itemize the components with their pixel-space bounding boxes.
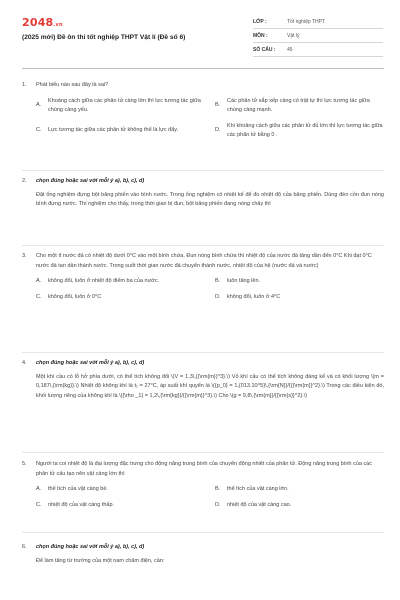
logo-text: 2048 xyxy=(22,16,54,29)
question-3 xyxy=(22,252,384,302)
option-a[interactable] xyxy=(36,97,205,116)
header-divider xyxy=(22,68,384,69)
option-letter: B. xyxy=(215,278,221,284)
option-text: Lực tương tác giữa các phân tử không thể là lực đẩy. xyxy=(48,127,179,134)
question-number: 1. xyxy=(22,82,27,88)
site-logo[interactable] xyxy=(22,16,63,29)
question-2 xyxy=(22,177,384,210)
meta-key: SỐ CÂU : xyxy=(253,46,276,53)
option-letter: D. xyxy=(215,293,221,300)
question-stem: Người ta coi nhiệt độ là đại lượng đặc trưng cho động năng trung bình của chuyển động nhiệt của phân tử. Động năng trung bình của các phân tử cấu tạo nên vật càng lớn thì xyxy=(36,461,372,477)
option-letter: A. xyxy=(36,278,42,284)
answer-options xyxy=(36,277,384,302)
question-divider xyxy=(22,245,384,246)
question-stem: Cho một ít nước đá có nhiệt độ dưới 0°C vào một bình chứa. Đun nóng bình chứa thì nhiệt độ của nước đá tăng dần đến 0°C Khi đạt 0°C nước đá tan dần thành nước. Trong suốt thời gian nước đá chuyển thành nước, nhiệt độ của hệ (nước đá và nước) xyxy=(36,253,372,269)
option-letter: C. xyxy=(36,293,42,300)
question-divider xyxy=(22,170,384,171)
meta-key: LỚP : xyxy=(253,18,267,25)
option-text: luôn tăng lên. xyxy=(227,278,261,284)
option-letter: B. xyxy=(215,486,221,492)
option-text: nhiệt độ của vật càng thấp. xyxy=(48,501,115,508)
question-6 xyxy=(22,543,384,566)
question-number: 6. xyxy=(22,544,27,550)
option-c[interactable] xyxy=(36,293,205,303)
option-b[interactable] xyxy=(215,97,384,116)
question-number: 4. xyxy=(22,360,27,366)
meta-row-count xyxy=(253,43,383,57)
question-stem: chọn đúng hoặc sai với mỗi ý a), b), c), d) xyxy=(36,360,145,366)
option-letter: D. xyxy=(215,127,221,134)
option-b[interactable] xyxy=(215,485,384,495)
option-letter: C. xyxy=(36,127,42,134)
question-stem: chọn đúng hoặc sai với mỗi ý a), b), c), d) xyxy=(36,178,145,184)
question-body: Đặt ống nghiệm đựng bột băng phiến vào bình nước. Trong ống nghiệm có nhiệt kế để đo nhiệt độ của băng phiến. Dùng đèn cồn đun nóng bình đựng nước. Thí nghiệm cho thấy, trong thời gian bị đun, bột băng phiến đang nóng chảy thì xyxy=(36,191,384,207)
question-body: Một khí cầu có lỗ hở phía dưới, có thể tích không đổi \(V = 1,3\,{(\rm{m})^3}.\) Vỏ khí cầu có thể tích không đáng kể và có khối lượng \(m = 0,187\,{\rm{kg}}.\) Nhiệt độ không khí là t₁ = 27°C, áp suất khí quyển là \({p_0} = 1,{013.10^5}\,{\rm{N}}/{{(\rm{m}}^2}.\) Trong các điều kiện đó, khối lượng riêng của không khí là \({\rho _1} = 1,2\,{\rm{kg}}/{{\rm{m}}^3}.\) Cho \(g = 9,8\,{\rm{m}}/{{\rm{s}}^2}.\) xyxy=(36,373,384,399)
option-text: Khi khoảng cách giữa các phân tử đủ lớn thì lực tương tác giữa các phân tử bằng 0 . xyxy=(227,122,383,138)
meta-row-subject xyxy=(253,29,383,43)
option-letter: A. xyxy=(36,102,42,109)
option-text: Các phân tử sắp xếp càng có trật tự thì lực tương tác giữa chúng càng mạnh. xyxy=(227,97,370,113)
option-d[interactable] xyxy=(215,122,384,141)
question-stem: Phát biểu nào sau đây là sai? xyxy=(36,82,109,88)
option-letter: D. xyxy=(215,501,221,508)
answer-options xyxy=(36,97,384,141)
question-stem: chọn đúng hoặc sai với mỗi ý a), b), c), d) xyxy=(36,544,145,550)
question-number: 2. xyxy=(22,178,27,184)
option-b[interactable] xyxy=(215,277,384,287)
page-title: (2025 mới) Đề ôn thi tốt nghiệp THPT Vật lí (Đề số 6) xyxy=(22,34,186,41)
question-4 xyxy=(22,359,384,401)
meta-key: MÔN : xyxy=(253,32,268,39)
question-body: Để làm tăng từ trường của một nam châm điện, cần: xyxy=(36,557,165,564)
question-divider xyxy=(22,352,384,353)
option-text: nhiệt độ của vật càng cao. xyxy=(227,501,292,508)
logo-suffix: .vn xyxy=(53,22,63,28)
option-letter: C. xyxy=(36,501,42,508)
option-text: không đổi, luôn ở nhiệt độ điểm ba của nước. xyxy=(48,278,160,284)
meta-row-class xyxy=(253,15,383,29)
option-d[interactable] xyxy=(215,293,384,303)
meta-value: Vật lý xyxy=(287,32,300,39)
option-a[interactable] xyxy=(36,485,205,495)
option-text: Khoảng cách giữa các phân tử càng lớn thì lực tương tác giữa chúng càng yếu. xyxy=(48,97,201,113)
question-1 xyxy=(22,81,384,141)
option-c[interactable] xyxy=(36,122,205,141)
option-d[interactable] xyxy=(215,501,384,511)
question-divider xyxy=(22,532,384,533)
answer-options xyxy=(36,485,384,510)
meta-value: 45 xyxy=(287,46,293,53)
option-a[interactable] xyxy=(36,277,205,287)
option-letter: A. xyxy=(36,486,42,492)
exam-meta-table xyxy=(253,15,383,57)
option-text: thể tích của vật càng lớn. xyxy=(227,486,289,492)
option-text: không đổi, luôn ở 0°C xyxy=(48,293,102,300)
question-divider xyxy=(22,452,384,453)
option-text: không đổi, luôn ở 4°C xyxy=(227,293,281,300)
option-c[interactable] xyxy=(36,501,205,511)
question-number: 5. xyxy=(22,461,27,467)
option-text: thể tích của vật càng bé. xyxy=(48,486,108,492)
meta-value: Tốt nghiệp THPT xyxy=(287,18,325,25)
question-5 xyxy=(22,460,384,510)
option-letter: B. xyxy=(215,102,221,109)
question-number: 3. xyxy=(22,253,27,259)
